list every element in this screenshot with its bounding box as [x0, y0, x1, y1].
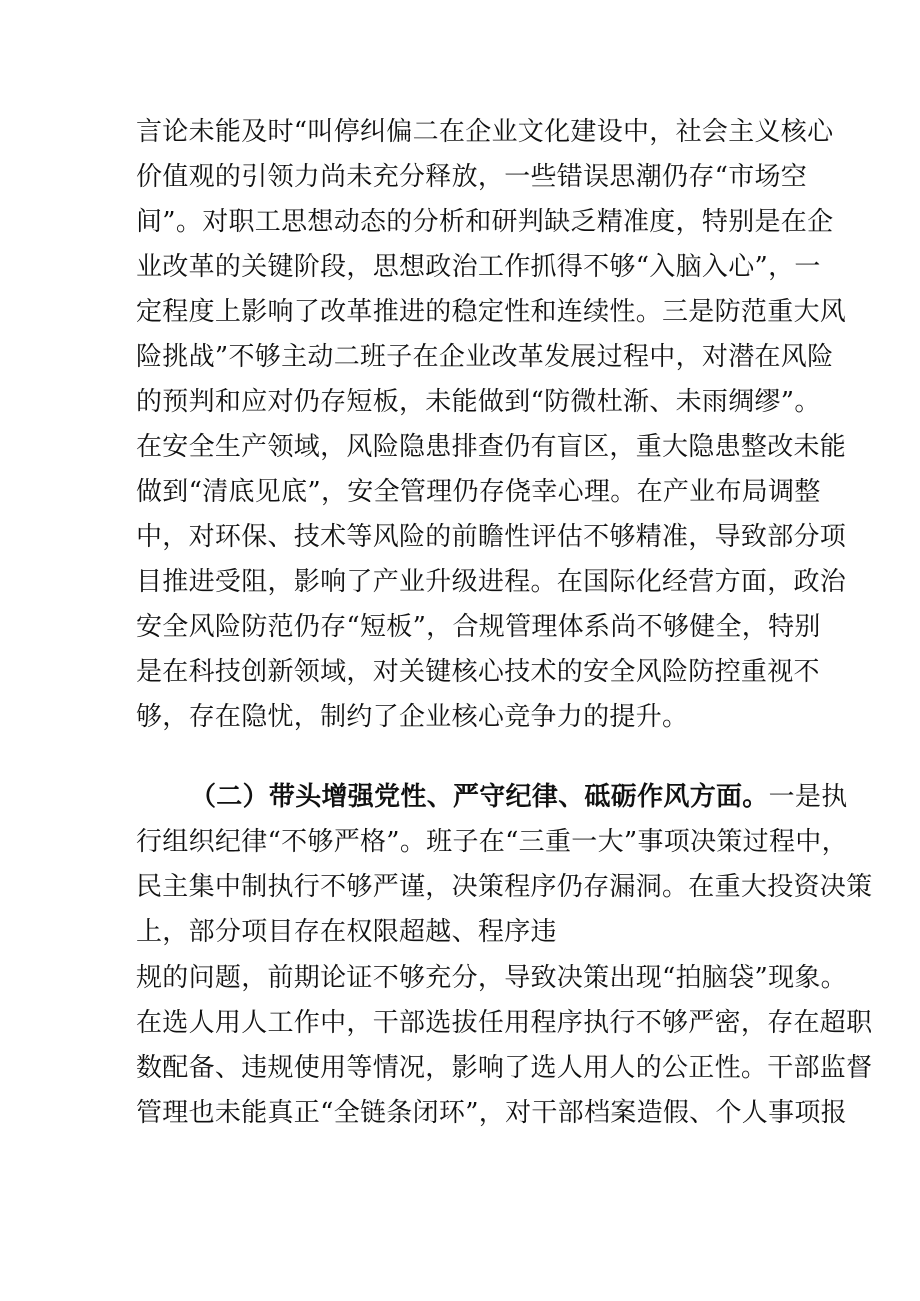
paragraph-line: 业改革的关键阶段，思想政治工作抓得不够“入脑入心”，一	[136, 252, 821, 282]
paragraph-line: 民主集中制执行不够严谨，决策程序仍存漏洞。在重大投资决策	[136, 872, 873, 902]
paragraph-line: 言论未能及时“叫停纠偏二在企业文化建设中，社会主义核心	[136, 117, 834, 147]
paragraph-line: 价值观的引领力尚未充分释放，一些错误思潮仍存“市场空	[136, 162, 808, 192]
paragraph-line: 险挑战”不够主动二班子在企业改革发展过程中，对潜在风险	[136, 342, 834, 372]
paragraph-line: 行组织纪律“不够严格”。班子在“三重一大”事项决策过程中，	[136, 827, 848, 857]
section-heading: （二）带头增强党性、严守纪律、砥砺作风方面。	[190, 782, 769, 812]
paragraph-line: 规的问题，前期论证不够充分，导致决策出现“拍脑袋”现象。	[136, 963, 847, 993]
paragraph-line: 数配备、违规使用等情况，影响了选人用人的公正性。干部监督	[136, 1053, 873, 1083]
paragraph-line: 够，存在隐忧，制约了企业核心竞争力的提升。	[136, 702, 689, 732]
paragraph-line: 间”。对职工思想动态的分析和研判缺乏精准度，特别是在企	[136, 207, 834, 237]
paragraph-line: 做到“清底见底”，安全管理仍存侥幸心理。在产业布局调整	[136, 477, 821, 507]
paragraph-line: 中，对环保、技术等风险的前瞻性评估不够精准，导致部分项	[136, 522, 847, 552]
section-heading-line	[190, 779, 848, 815]
paragraph-line: 在选人用人工作中，干部选拔任用程序执行不够严密，存在超职	[136, 1008, 873, 1038]
paragraph-line: 是在科技创新领域，对关键核心技术的安全风险防控重视不	[136, 657, 820, 687]
paragraph-line: 上，部分项目存在权限超越、程序违	[136, 917, 557, 947]
paragraph-line: 目推进受阻，影响了产业升级进程。在国际化经营方面，政治	[136, 567, 847, 597]
paragraph-line-start: 一是执	[768, 782, 848, 812]
paragraph-line: 的预判和应对仍存短板，未能做到“防微杜渐、未雨绸缪”。	[136, 387, 821, 417]
paragraph-line: 在安全生产领域，风险隐患排查仍有盲区，重大隐患整改未能	[136, 432, 847, 462]
paragraph-line: 管理也未能真正“全链条闭环”，对干部档案造假、个人事项报	[136, 1098, 847, 1128]
paragraph-line: 定程度上影响了改革推进的稳定性和连续性。三是防范重大风	[136, 297, 847, 327]
paragraph-line: 安全风险防范仍存“短板”，合规管理体系尚不够健全，特别	[136, 612, 821, 642]
